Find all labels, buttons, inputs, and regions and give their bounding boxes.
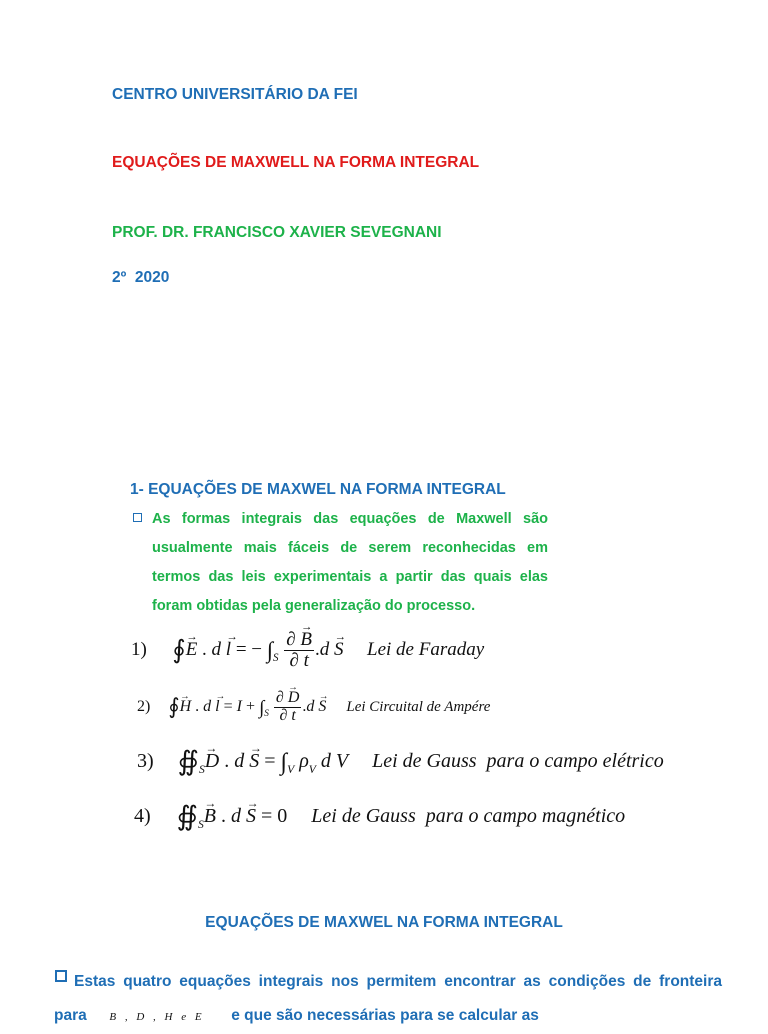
fields-list: B , D , H e E bbox=[109, 1011, 205, 1023]
equation-gauss-electric: 3) $∯_S\to D$ . $d \to S = \int_V$ $\rho_V$ d V Lei de Gauss para o campo elétrico bbox=[137, 746, 664, 777]
period: 2º 2020 bbox=[112, 269, 170, 286]
section-paragraph: As formas integrais das equações de Maxwell são usualmente mais fáceis de serem reconhecidas em termos das leis experimentais a partir das quais elas foram obtidas pela generalização do processo. bbox=[152, 511, 548, 614]
equation-number: 3) bbox=[137, 749, 154, 772]
section-title: 1- EQUAÇÕES DE MAXWEL NA FORMA INTEGRAL bbox=[130, 481, 506, 498]
professor-name: PROF. DR. FRANCISCO XAVIER SEVEGNANI bbox=[112, 224, 442, 241]
section2-text-before: Estas quatro equações integrais nos permitem encontrar as condições de fronteira para bbox=[54, 973, 722, 1024]
law-name: Lei de Faraday bbox=[367, 638, 485, 660]
institution-name: CENTRO UNIVERSITÁRIO DA FEI bbox=[112, 86, 358, 103]
equation-number: 4) bbox=[134, 804, 151, 827]
equation-faraday: 1) ∮→ E . d → l = − $\int_S$ $\frac{\partial \to B}{\partial t}$ .d → S Lei de Faraday bbox=[131, 630, 484, 671]
law-name: Lei Circuital de Ampére bbox=[346, 698, 491, 715]
section2-title: EQUAÇÕES DE MAXWEL NA FORMA INTEGRAL bbox=[205, 914, 563, 931]
equation-ampere: 2) ∮→ H . $d \to l = I + \int_S$ $\frac{\partial \to D}{\partial t}$ .d → S Lei Circuital de Ampére bbox=[137, 690, 490, 725]
equation-number: 1) bbox=[131, 638, 147, 660]
document-title: EQUAÇÕES DE MAXWELL NA FORMA INTEGRAL bbox=[112, 154, 480, 171]
law-name: Lei de Gauss para o campo magnético bbox=[311, 804, 626, 827]
law-name: Lei de Gauss para o campo elétrico bbox=[372, 749, 664, 772]
equation-number: 2) bbox=[137, 697, 151, 715]
checkbox-bullet-icon bbox=[133, 513, 142, 522]
section2-text-after: e que são necessárias para se calcular as bbox=[231, 1007, 539, 1024]
equation-gauss-magnetic: 4) $∯_S\to B$ . d → S = 0 Lei de Gauss para o campo magnético bbox=[134, 801, 625, 832]
